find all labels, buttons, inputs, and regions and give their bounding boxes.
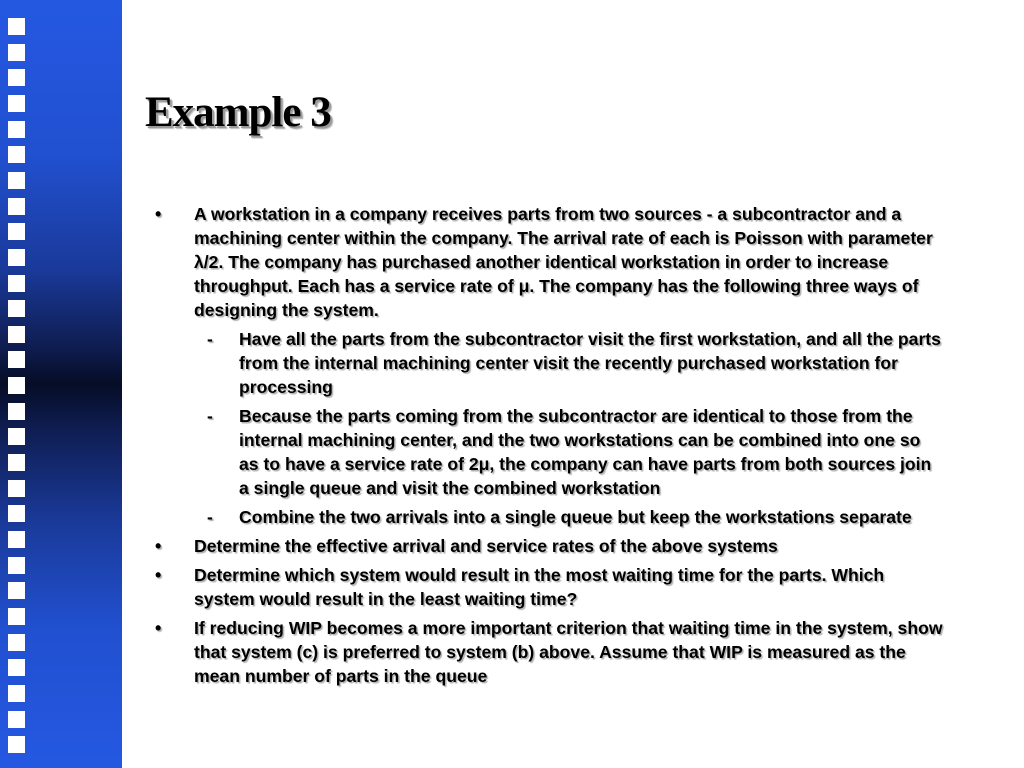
bullet-icon: • <box>155 204 162 224</box>
bullet-text: Have all the parts from the subcontractor visit the first workstation, and all the parts from the internal machining center visit the recently purchased workstation for processing <box>239 329 941 397</box>
bullet-text: Determine the effective arrival and service rates of the above systems <box>194 536 778 556</box>
bullet-text: Determine which system would result in the most waiting time for the parts. Which system would result in the least waiting time? <box>194 565 885 609</box>
sidebar-square <box>8 685 25 702</box>
bullet-text: A workstation in a company receives parts from two sources - a subcontractor and a machining center within the company. The arrival rate of each is Poisson with parameter λ/2. The company has purchased another identical workstation in order to increase throughput. Each has a service rate of μ. The company has the following three ways of designing the system. <box>194 204 933 320</box>
sidebar-square <box>8 351 25 368</box>
sidebar-square <box>8 428 25 445</box>
sidebar-square <box>8 172 25 189</box>
bullet-item <box>155 534 944 558</box>
sidebar-square <box>8 736 25 753</box>
sidebar-square <box>8 275 25 292</box>
bullet-icon: • <box>155 618 162 638</box>
sidebar-square <box>8 557 25 574</box>
sidebar-square <box>8 659 25 676</box>
bullet-item <box>155 616 944 688</box>
sidebar-square <box>8 608 25 625</box>
sidebar-square <box>8 403 25 420</box>
sub-bullet-item <box>155 404 944 500</box>
bullet-icon: • <box>155 565 162 585</box>
bullet-item <box>155 563 944 611</box>
sidebar-square <box>8 711 25 728</box>
sidebar-square <box>8 198 25 215</box>
sidebar-square <box>8 223 25 240</box>
sub-bullet-item <box>155 327 944 399</box>
sidebar-square <box>8 531 25 548</box>
bullet-item <box>155 202 944 322</box>
bullet-text: If reducing WIP becomes a more important criterion that waiting time in the system, show that system (c) is preferred to system (b) above. Assume that WIP is measured as the mean number of parts in the queue <box>194 618 943 686</box>
sub-bullet-item <box>155 505 944 529</box>
sidebar-square <box>8 634 25 651</box>
sidebar-square <box>8 326 25 343</box>
sidebar-square <box>8 95 25 112</box>
sidebar-square <box>8 121 25 138</box>
sidebar-square <box>8 454 25 471</box>
sidebar-square <box>8 300 25 317</box>
bullet-icon: • <box>155 536 162 556</box>
sidebar-square <box>8 44 25 61</box>
sidebar-square <box>8 377 25 394</box>
sidebar-square <box>8 69 25 86</box>
sidebar-square <box>8 249 25 266</box>
sidebar-square <box>8 582 25 599</box>
sidebar-square <box>8 18 25 35</box>
bullet-text: Because the parts coming from the subcontractor are identical to those from the internal machining center, and the two workstations can be combined into one so as to have a service rate of 2μ, the company can have parts from both sources join a single queue and visit the combined workstation <box>239 406 932 498</box>
sidebar-square <box>8 505 25 522</box>
dash-icon: - <box>207 406 213 426</box>
sidebar-square <box>8 146 25 163</box>
sidebar-decoration <box>0 0 122 768</box>
dash-icon: - <box>207 329 213 349</box>
bullet-list <box>155 202 955 693</box>
sidebar-square <box>8 480 25 497</box>
dash-icon: - <box>207 507 213 527</box>
slide-title: Example 3 <box>145 89 331 136</box>
bullet-text: Combine the two arrivals into a single queue but keep the workstations separate <box>239 507 912 527</box>
